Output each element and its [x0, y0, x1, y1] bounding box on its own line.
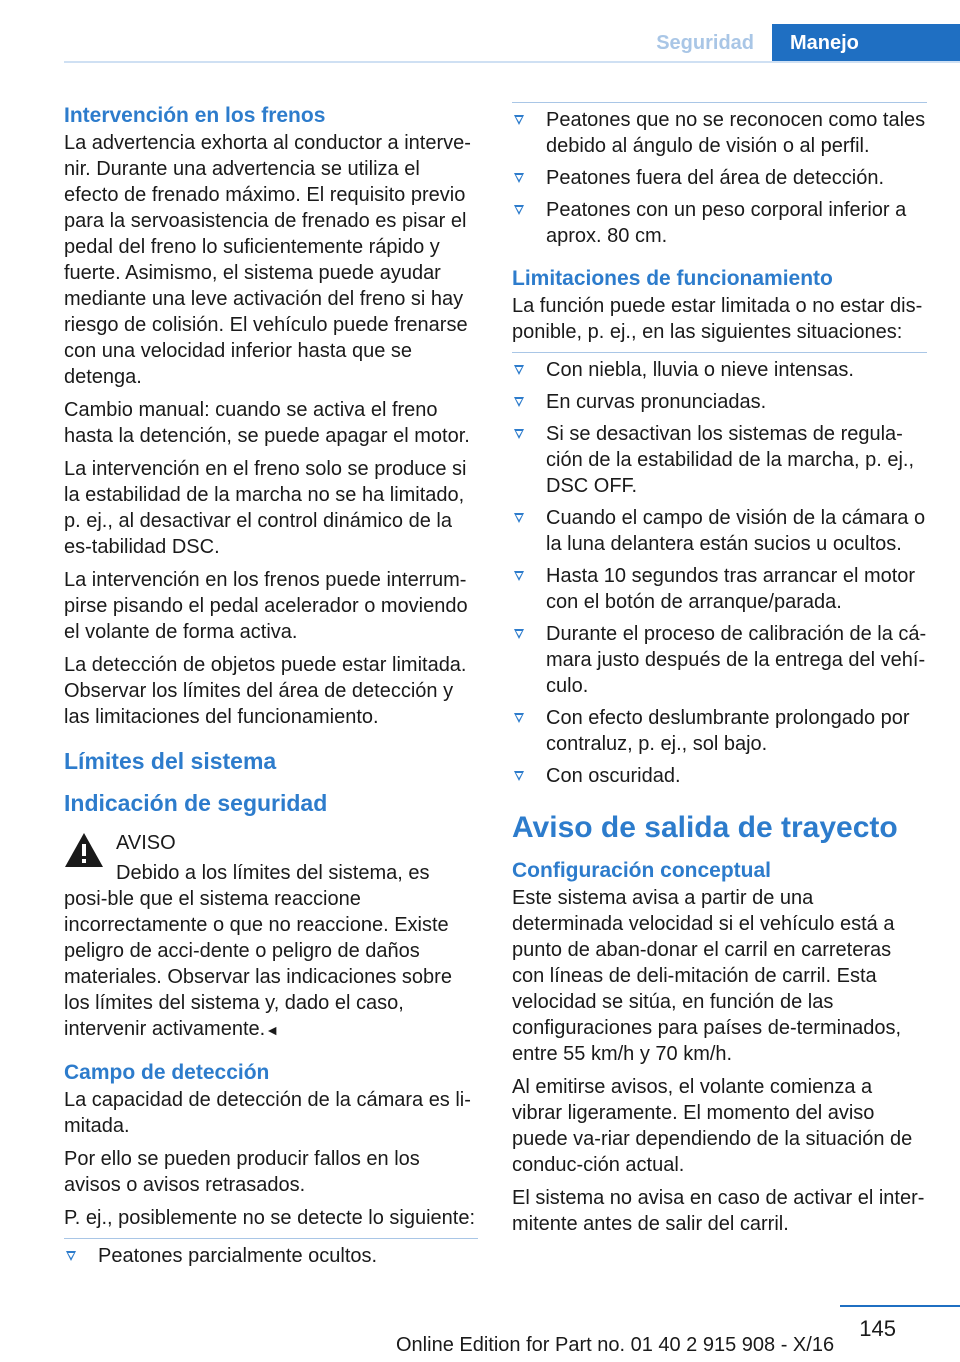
bullet-triangle-icon	[514, 365, 524, 375]
paragraph: La intervención en los frenos puede interrum-pirse pisando el pedal acelerador o moviendo el volante de forma activa.	[64, 569, 468, 643]
paragraph: P. ej., posiblemente no se detecte lo siguiente:	[64, 1207, 476, 1229]
bullet-triangle-icon	[514, 115, 524, 125]
tab-manejo[interactable]: Manejo	[772, 24, 960, 62]
warning-block	[64, 830, 478, 856]
list-item	[512, 197, 927, 249]
bullet-triangle-icon	[514, 429, 524, 439]
list-item	[512, 563, 927, 615]
right-column	[512, 102, 927, 1244]
end-mark: ◄	[265, 1022, 280, 1038]
list-item	[512, 352, 927, 383]
bullet-list	[512, 102, 927, 249]
footer-divider	[840, 1305, 960, 1307]
list-item-text: En curvas pronunciadas.	[546, 391, 767, 413]
bullet-triangle-icon	[514, 397, 524, 407]
bullet-triangle-icon	[514, 205, 524, 215]
warning-body: Debido a los límites del sistema, es posi-ble que el sistema reaccione incorrectamente o que no reaccione. Existe peligro de acci-dente o peligro de daños materiales. Observar las indicaciones sobre los límites del sistema y, dado el caso, intervenir activamente.	[64, 862, 452, 1040]
list-item	[512, 389, 927, 415]
heading-system-limits: Límites del sistema	[64, 748, 277, 774]
section-header	[638, 24, 960, 62]
warning-title: AVISO	[116, 832, 176, 854]
heading-safety-note: Indicación de seguridad	[64, 790, 328, 816]
list-item-text: Peatones fuera del área de detección.	[546, 167, 885, 189]
list-item-text: Con efecto deslumbrante prolongado por contraluz, p. ej., sol bajo.	[546, 707, 910, 755]
list-item-text: Hasta 10 segundos tras arrancar el motor con el botón de arranque/parada.	[546, 565, 916, 613]
paragraph: Este sistema avisa a partir de una determinada velocidad si el vehículo está a punto de aban-donar el carril en carreteras con líneas de deli-mitación de carril. Esta velocidad se sitúa, en función de las configuraciones para países de-terminados, entre 55 km/h y 70 km/h.	[512, 887, 902, 1065]
left-column	[64, 102, 478, 1275]
heading-lane-departure: Aviso de salida de trayecto	[512, 811, 898, 844]
paragraph: Cambio manual: cuando se activa el freno hasta la detención, se puede apagar el motor.	[64, 399, 470, 447]
paragraph: La intervención en el freno solo se produce si la estabilidad de la marcha no se ha limitado, p. ej., al desactivar el control dinámico de la es-tabilidad DSC.	[64, 458, 467, 558]
warning-triangle-icon	[64, 832, 104, 868]
list-item-text: Con oscuridad.	[546, 765, 681, 787]
paragraph: La detección de objetos puede estar limitada. Observar los límites del área de detección y las limitaciones del funcionamiento.	[64, 654, 467, 728]
bullet-triangle-icon	[514, 771, 524, 781]
list-item-text: Con niebla, lluvia o nieve intensas.	[546, 359, 854, 381]
page-number: 145	[859, 1316, 896, 1341]
bullet-triangle-icon	[514, 513, 524, 523]
paragraph: La función puede estar limitada o no estar dis-ponible, p. ej., en las siguientes situaciones:	[512, 295, 923, 343]
header-divider	[64, 61, 960, 63]
bullet-list	[64, 1238, 478, 1269]
list-item	[512, 165, 927, 191]
list-item-text: Peatones con un peso corporal inferior a aprox. 80 cm.	[546, 199, 907, 247]
heading-detection-field: Campo de detección	[64, 1061, 270, 1084]
edition-footer: Online Edition for Part no. 01 40 2 915 908 - X/16	[396, 1334, 835, 1356]
bullet-triangle-icon	[514, 173, 524, 183]
list-item-text: Peatones parcialmente ocultos.	[98, 1245, 378, 1267]
paragraph: Al emitirse avisos, el volante comienza a vibrar ligeramente. El momento del aviso puede va-riar dependiendo de la situación de conduc-ción actual.	[512, 1076, 913, 1176]
heading-brake-intervention: Intervención en los frenos	[64, 104, 326, 127]
bullet-triangle-icon	[514, 629, 524, 639]
bullet-triangle-icon	[66, 1251, 76, 1261]
heading-concept: Configuración conceptual	[512, 859, 772, 882]
list-item	[512, 102, 927, 159]
list-item	[512, 621, 927, 699]
list-item	[512, 421, 927, 499]
list-item-text: Peatones que no se reconocen como tales debido al ángulo de visión o al perfil.	[546, 109, 926, 157]
tab-seguridad[interactable]: Seguridad	[656, 32, 754, 54]
list-item	[64, 1238, 478, 1269]
warning-text	[64, 860, 478, 1043]
heading-function-limits: Limitaciones de funcionamiento	[512, 267, 833, 290]
paragraph: Por ello se pueden producir fallos en los avisos o avisos retrasados.	[64, 1148, 420, 1196]
paragraph: La advertencia exhorta al conductor a interve-nir. Durante una advertencia se utiliza el efecto de frenado máximo. El requisito previo para la servoasistencia de frenado es pisar el pedal del freno lo suficientemente rápido y fuerte. Asimismo, el sistema puede ayudar mediante una leve activación del freno si hay riesgo de colisión. El vehículo puede frenarse con una velocidad inferior hasta que se detenga.	[64, 132, 471, 388]
list-item-text: Cuando el campo de visión de la cámara o la luna delantera están sucios u ocultos.	[546, 507, 926, 555]
list-item-text: Si se desactivan los sistemas de regula-ción de la estabilidad de la marcha, p. ej., DSC OFF.	[546, 423, 914, 497]
paragraph: La capacidad de detección de la cámara es li-mitada.	[64, 1089, 471, 1137]
bullet-triangle-icon	[514, 713, 524, 723]
list-item-text: Durante el proceso de calibración de la cá-mara justo después de la entrega del vehí-culo.	[546, 623, 927, 697]
list-item	[512, 763, 927, 789]
list-item	[512, 705, 927, 757]
paragraph: El sistema no avisa en caso de activar el inter-mitente antes de salir del carril.	[512, 1187, 925, 1235]
bullet-triangle-icon	[514, 571, 524, 581]
list-item	[512, 505, 927, 557]
bullet-list	[512, 352, 927, 789]
